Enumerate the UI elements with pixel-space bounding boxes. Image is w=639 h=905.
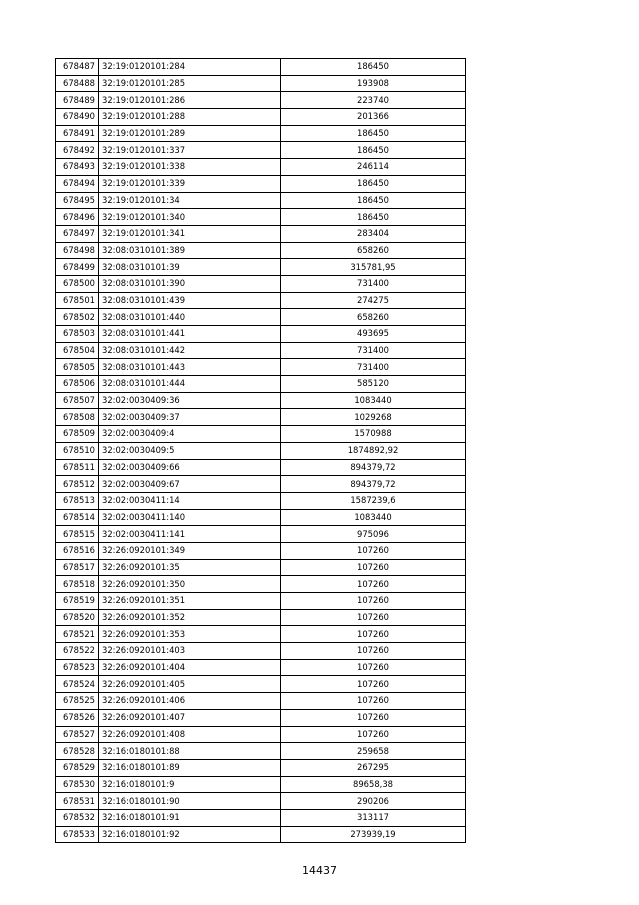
row-id-cell: 678491 [56, 125, 99, 142]
cadastral-number-cell: 32:02:0030409:36 [99, 392, 281, 409]
table-row [56, 759, 466, 776]
table-row [56, 576, 466, 593]
table-row [56, 392, 466, 409]
row-id-cell: 678494 [56, 175, 99, 192]
cadastral-value-cell: 658260 [281, 309, 466, 326]
table-row [56, 726, 466, 743]
table-row [56, 509, 466, 526]
row-id-cell: 678514 [56, 509, 99, 526]
row-id-cell: 678505 [56, 359, 99, 376]
row-id-cell: 678525 [56, 693, 99, 710]
cadastral-number-cell: 32:08:0310101:444 [99, 376, 281, 393]
table-row [56, 209, 466, 226]
row-id-cell: 678500 [56, 275, 99, 292]
row-id-cell: 678521 [56, 626, 99, 643]
table-row [56, 643, 466, 660]
cadastral-value-table [55, 58, 466, 843]
row-id-cell: 678528 [56, 743, 99, 760]
cadastral-number-cell: 32:08:0310101:39 [99, 259, 281, 276]
cadastral-value-cell: 246114 [281, 159, 466, 176]
cadastral-value-cell: 731400 [281, 275, 466, 292]
cadastral-number-cell: 32:26:0920101:404 [99, 659, 281, 676]
cadastral-value-cell: 193908 [281, 75, 466, 92]
table-row [56, 109, 466, 126]
cadastral-value-cell: 107260 [281, 609, 466, 626]
cadastral-number-cell: 32:19:0120101:337 [99, 142, 281, 159]
cadastral-number-cell: 32:08:0310101:442 [99, 342, 281, 359]
cadastral-value-cell: 493695 [281, 326, 466, 343]
row-id-cell: 678504 [56, 342, 99, 359]
row-id-cell: 678516 [56, 542, 99, 559]
row-id-cell: 678506 [56, 376, 99, 393]
cadastral-value-cell: 273939,19 [281, 826, 466, 843]
table-row [56, 442, 466, 459]
cadastral-number-cell: 32:26:0920101:403 [99, 643, 281, 660]
cadastral-number-cell: 32:26:0920101:352 [99, 609, 281, 626]
cadastral-value-cell: 1083440 [281, 509, 466, 526]
cadastral-number-cell: 32:19:0120101:338 [99, 159, 281, 176]
table-row [56, 526, 466, 543]
cadastral-number-cell: 32:02:0030411:14 [99, 492, 281, 509]
cadastral-number-cell: 32:26:0920101:35 [99, 559, 281, 576]
cadastral-number-cell: 32:08:0310101:440 [99, 309, 281, 326]
row-id-cell: 678501 [56, 292, 99, 309]
row-id-cell: 678502 [56, 309, 99, 326]
table-row [56, 409, 466, 426]
row-id-cell: 678533 [56, 826, 99, 843]
cadastral-value-cell: 585120 [281, 376, 466, 393]
row-id-cell: 678530 [56, 776, 99, 793]
cadastral-number-cell: 32:26:0920101:353 [99, 626, 281, 643]
cadastral-number-cell: 32:16:0180101:92 [99, 826, 281, 843]
cadastral-number-cell: 32:02:0030409:4 [99, 426, 281, 443]
cadastral-number-cell: 32:16:0180101:88 [99, 743, 281, 760]
table-row [56, 559, 466, 576]
cadastral-value-cell: 731400 [281, 342, 466, 359]
table-row [56, 743, 466, 760]
row-id-cell: 678496 [56, 209, 99, 226]
row-id-cell: 678520 [56, 609, 99, 626]
table-row [56, 159, 466, 176]
table-row [56, 376, 466, 393]
table-row [56, 709, 466, 726]
table-row [56, 75, 466, 92]
cadastral-value-cell: 313117 [281, 809, 466, 826]
cadastral-number-cell: 32:08:0310101:439 [99, 292, 281, 309]
row-id-cell: 678523 [56, 659, 99, 676]
cadastral-value-cell: 1083440 [281, 392, 466, 409]
table-row [56, 309, 466, 326]
row-id-cell: 678527 [56, 726, 99, 743]
table-row [56, 275, 466, 292]
table-row [56, 259, 466, 276]
cadastral-value-cell: 283404 [281, 225, 466, 242]
cadastral-value-cell: 315781,95 [281, 259, 466, 276]
table-row [56, 793, 466, 810]
cadastral-number-cell: 32:08:0310101:443 [99, 359, 281, 376]
row-id-cell: 678512 [56, 476, 99, 493]
cadastral-number-cell: 32:02:0030411:140 [99, 509, 281, 526]
table-row [56, 225, 466, 242]
cadastral-value-cell: 186450 [281, 209, 466, 226]
cadastral-number-cell: 32:02:0030409:67 [99, 476, 281, 493]
cadastral-number-cell: 32:26:0920101:350 [99, 576, 281, 593]
cadastral-number-cell: 32:02:0030411:141 [99, 526, 281, 543]
table-row [56, 142, 466, 159]
cadastral-value-cell: 186450 [281, 175, 466, 192]
row-id-cell: 678517 [56, 559, 99, 576]
cadastral-value-cell: 107260 [281, 643, 466, 660]
row-id-cell: 678495 [56, 192, 99, 209]
cadastral-value-cell: 267295 [281, 759, 466, 776]
cadastral-value-cell: 894379,72 [281, 476, 466, 493]
table-row [56, 593, 466, 610]
cadastral-number-cell: 32:16:0180101:90 [99, 793, 281, 810]
cadastral-value-cell: 658260 [281, 242, 466, 259]
row-id-cell: 678490 [56, 109, 99, 126]
cadastral-value-cell: 186450 [281, 59, 466, 76]
cadastral-number-cell: 32:26:0920101:349 [99, 542, 281, 559]
table-row [56, 826, 466, 843]
table-row [56, 476, 466, 493]
cadastral-number-cell: 32:19:0120101:284 [99, 59, 281, 76]
table-row [56, 542, 466, 559]
table-row [56, 492, 466, 509]
row-id-cell: 678499 [56, 259, 99, 276]
cadastral-value-cell: 1570988 [281, 426, 466, 443]
table-row [56, 676, 466, 693]
cadastral-number-cell: 32:26:0920101:405 [99, 676, 281, 693]
row-id-cell: 678507 [56, 392, 99, 409]
table-row [56, 809, 466, 826]
row-id-cell: 678510 [56, 442, 99, 459]
cadastral-number-cell: 32:19:0120101:288 [99, 109, 281, 126]
table-row [56, 342, 466, 359]
table-row [56, 459, 466, 476]
row-id-cell: 678531 [56, 793, 99, 810]
table-row [56, 59, 466, 76]
cadastral-number-cell: 32:19:0120101:285 [99, 75, 281, 92]
table-row [56, 693, 466, 710]
row-id-cell: 678522 [56, 643, 99, 660]
cadastral-value-cell: 107260 [281, 626, 466, 643]
cadastral-value-cell: 107260 [281, 542, 466, 559]
page-number: 14437 [302, 864, 337, 877]
cadastral-number-cell: 32:08:0310101:389 [99, 242, 281, 259]
cadastral-number-cell: 32:16:0180101:89 [99, 759, 281, 776]
cadastral-value-cell: 1587239,6 [281, 492, 466, 509]
table-row [56, 609, 466, 626]
cadastral-value-cell: 259658 [281, 743, 466, 760]
cadastral-number-cell: 32:19:0120101:286 [99, 92, 281, 109]
table-row [56, 92, 466, 109]
row-id-cell: 678511 [56, 459, 99, 476]
cadastral-value-cell: 731400 [281, 359, 466, 376]
cadastral-value-cell: 89658,38 [281, 776, 466, 793]
cadastral-number-cell: 32:19:0120101:34 [99, 192, 281, 209]
cadastral-value-cell: 107260 [281, 659, 466, 676]
table-row [56, 242, 466, 259]
cadastral-number-cell: 32:02:0030409:5 [99, 442, 281, 459]
cadastral-value-cell: 186450 [281, 142, 466, 159]
row-id-cell: 678487 [56, 59, 99, 76]
cadastral-number-cell: 32:19:0120101:289 [99, 125, 281, 142]
table-row [56, 626, 466, 643]
row-id-cell: 678526 [56, 709, 99, 726]
row-id-cell: 678509 [56, 426, 99, 443]
cadastral-value-cell: 290206 [281, 793, 466, 810]
cadastral-value-cell: 186450 [281, 192, 466, 209]
cadastral-number-cell: 32:02:0030409:66 [99, 459, 281, 476]
cadastral-number-cell: 32:26:0920101:406 [99, 693, 281, 710]
table-row [56, 659, 466, 676]
cadastral-value-cell: 1874892,92 [281, 442, 466, 459]
cadastral-number-cell: 32:19:0120101:340 [99, 209, 281, 226]
cadastral-number-cell: 32:26:0920101:408 [99, 726, 281, 743]
cadastral-number-cell: 32:19:0120101:339 [99, 175, 281, 192]
row-id-cell: 678529 [56, 759, 99, 776]
row-id-cell: 678488 [56, 75, 99, 92]
row-id-cell: 678489 [56, 92, 99, 109]
row-id-cell: 678493 [56, 159, 99, 176]
row-id-cell: 678503 [56, 326, 99, 343]
cadastral-value-cell: 107260 [281, 726, 466, 743]
cadastral-value-cell: 274275 [281, 292, 466, 309]
cadastral-value-cell: 1029268 [281, 409, 466, 426]
cadastral-number-cell: 32:02:0030409:37 [99, 409, 281, 426]
cadastral-value-cell: 107260 [281, 559, 466, 576]
table-row [56, 776, 466, 793]
row-id-cell: 678519 [56, 593, 99, 610]
table-row [56, 125, 466, 142]
cadastral-number-cell: 32:08:0310101:441 [99, 326, 281, 343]
cadastral-value-cell: 186450 [281, 125, 466, 142]
cadastral-number-cell: 32:16:0180101:91 [99, 809, 281, 826]
table-row [56, 292, 466, 309]
cadastral-value-cell: 107260 [281, 693, 466, 710]
cadastral-value-cell: 975096 [281, 526, 466, 543]
row-id-cell: 678518 [56, 576, 99, 593]
table-row [56, 192, 466, 209]
row-id-cell: 678508 [56, 409, 99, 426]
cadastral-value-cell: 223740 [281, 92, 466, 109]
row-id-cell: 678515 [56, 526, 99, 543]
row-id-cell: 678532 [56, 809, 99, 826]
row-id-cell: 678497 [56, 225, 99, 242]
cadastral-value-cell: 107260 [281, 576, 466, 593]
table-body [56, 59, 466, 843]
table-row [56, 175, 466, 192]
cadastral-value-cell: 894379,72 [281, 459, 466, 476]
cadastral-number-cell: 32:26:0920101:351 [99, 593, 281, 610]
row-id-cell: 678524 [56, 676, 99, 693]
row-id-cell: 678513 [56, 492, 99, 509]
table-row [56, 426, 466, 443]
table-row [56, 326, 466, 343]
row-id-cell: 678492 [56, 142, 99, 159]
cadastral-value-cell: 107260 [281, 593, 466, 610]
cadastral-number-cell: 32:08:0310101:390 [99, 275, 281, 292]
cadastral-value-cell: 201366 [281, 109, 466, 126]
row-id-cell: 678498 [56, 242, 99, 259]
cadastral-number-cell: 32:16:0180101:9 [99, 776, 281, 793]
cadastral-value-cell: 107260 [281, 709, 466, 726]
cadastral-number-cell: 32:19:0120101:341 [99, 225, 281, 242]
cadastral-number-cell: 32:26:0920101:407 [99, 709, 281, 726]
table-row [56, 359, 466, 376]
cadastral-value-cell: 107260 [281, 676, 466, 693]
